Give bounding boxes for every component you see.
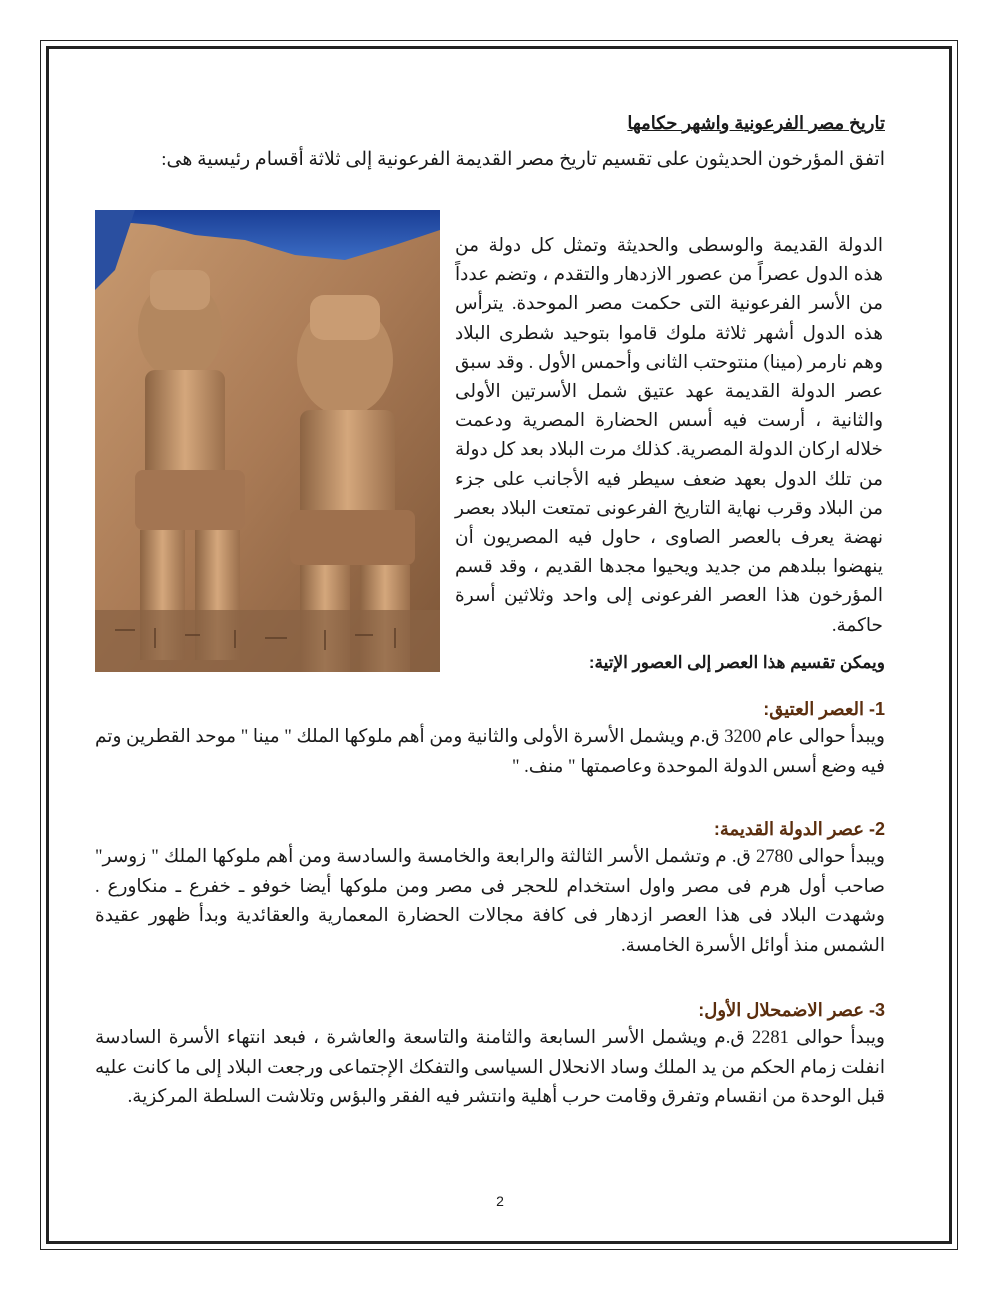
section-body: ويبدأ حوالى 2780 ق. م وتشمل الأسر الثالثة والرابعة والخامسة والسادسة ومن أهم ملوكها الملك " زوسر" صاحب أول هرم فى مصر واول استخدام للحجر فى مصر ومن ملوكها أيضا خوفو ـ خفرع ـ منكاورع . وشهدت البلاد فى هذا العصر ازدهار فى كافة مجالات الحضارة المعمارية والعقائدية وبدأ ظهور عقيدة الشمس منذ أوائل الأسرة الخامسة. [95,847,885,956]
section-archaic [95,695,885,782]
page-title: تاريخ مصر الفرعونية واشهر حكامها [627,113,885,133]
section-body: ويبدأ حوالى عام 3200 ق.م ويشمل الأسرة الأولى والثانية ومن أهم ملوكها الملك " مينا " موحد القطرين وتم فيه وضع أسس الدولة الموحدة وعاصمتها " منف. " [95,727,885,777]
abu-simbel-photo [95,210,440,672]
abu-simbel-statues-photo [95,210,440,672]
section-body: ويبدأ حوالى 2281 ق.م ويشمل الأسر السابعة والثامنة والتاسعة والعاشرة ، فبعد انتهاء الأسرة السادسة انفلت زمام الحكم من يد الملك وساد الانحلال السياسى والتفكك الإجتماعى ورجعت البلاد إلى ما كانت عليه قبل الوحدة من انقسام وتفرق وقامت حرب أهلية وانتشر فيه الفقر والبؤس وتلاشت السلطة المركزية. [95,1028,885,1107]
section-heading: 2- عصر الدولة القديمة: [713,819,885,839]
intro-paragraph: اتفق المؤرخون الحديثون على تقسيم تاريخ مصر القديمة الفرعونية إلى ثلاثة أقسام رئيسية هى: [161,149,885,170]
page-number: 2 [496,1193,504,1209]
section-heading: 3- عصر الاضمحلال الأول: [698,1000,885,1020]
section-first-intermediate [95,996,885,1113]
section-old-kingdom [95,815,885,961]
section-heading: 1- العصر العتيق: [763,699,885,719]
main-paragraph: الدولة القديمة والوسطى والحديثة وتمثل كل دولة من هذه الدول عصراً من عصور الازدهار والتقدم ، وتضم عدداً من الأسر الفرعونية التى حكمت مصر الموحدة. يترأس هذه الدول أشهر ثلاثة ملوك قاموا بتوحيد شطرى البلاد وهم نارمر (مينا) منتوحتب الثانى وأحمس الأول . وقد سبق عصر الدولة القديمة عهد عتيق شمل الأسرتين الأولى والثانية ، أرست فيه أسس الحضارة المصرية ودعمت خلاله اركان الدولة المصرية. كذلك مرت البلاد بعد كل دولة من تلك الدول بعهد ضعف سيطر فيه الأجانب على جزء من البلاد وقرب نهاية التاريخ الفرعونى تمتعت البلاد بعصر نهضة يعرف بالعصر الصاوى ، حاول فيه المصريون أن ينهضوا ببلدهم من جديد ويحيوا مجدها القديم ، وقد قسم المؤرخون هذا العصر الفرعونى إلى واحد وثلاثين أسرة حاكمة. [455,236,883,636]
page-header [95,110,885,174]
eras-subheading: ويمكن تقسيم هذا العصر إلى العصور الإتية: [588,653,885,672]
